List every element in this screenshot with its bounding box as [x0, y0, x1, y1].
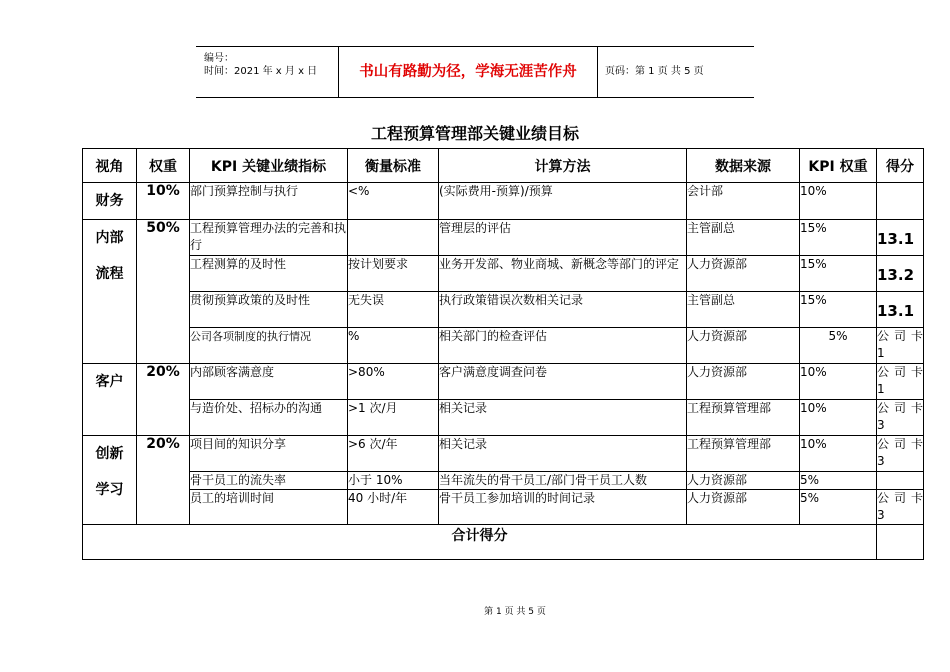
standard-cell: >1 次/月: [348, 400, 439, 436]
indicator-cell: 工程预算管理办法的完善和执行: [190, 220, 348, 256]
table-header-row: [83, 149, 924, 183]
method-cell: 管理层的评估: [439, 220, 687, 256]
kpi-weight-cell: 5%: [800, 328, 877, 364]
table-row: [83, 292, 924, 328]
score-cell: 公司卡 3: [877, 490, 924, 525]
table-row: [83, 472, 924, 490]
method-cell: 相关记录: [439, 436, 687, 472]
perspective-cell: 创新 学习: [83, 436, 137, 525]
source-cell: 主管副总: [687, 292, 800, 328]
header-kpi-weight: KPI 权重: [800, 149, 877, 183]
perspective-cell: 客户: [83, 364, 137, 436]
method-cell: 相关记录: [439, 400, 687, 436]
score-cell: [877, 472, 924, 490]
weight-cell: 10%: [137, 183, 190, 220]
score-cell: 公司卡 1: [877, 328, 924, 364]
perspective-cell: 内部 流程: [83, 220, 137, 364]
source-cell: 会计部: [687, 183, 800, 220]
source-cell: 工程预算管理部: [687, 436, 800, 472]
standard-cell: %: [348, 328, 439, 364]
source-cell: 人力资源部: [687, 256, 800, 292]
source-cell: 人力资源部: [687, 490, 800, 525]
kpi-weight-cell: 15%: [800, 292, 877, 328]
motto: 书山有路勤为径，学海无涯苦作舟: [338, 47, 598, 97]
table-row: [83, 256, 924, 292]
header-weight: 权重: [137, 149, 190, 183]
kpi-weight-cell: 10%: [800, 183, 877, 220]
standard-cell: [348, 220, 439, 256]
method-cell: 客户满意度调查问卷: [439, 364, 687, 400]
source-cell: 人力资源部: [687, 364, 800, 400]
method-cell: (实际费用-预算)/预算: [439, 183, 687, 220]
header-indicator: KPI 关键业绩指标: [190, 149, 348, 183]
kpi-weight-cell: 15%: [800, 220, 877, 256]
standard-cell: 40 小时/年: [348, 490, 439, 525]
standard-cell: >80%: [348, 364, 439, 400]
score-cell: 13.1: [877, 220, 924, 256]
total-label: 合计得分: [83, 525, 877, 560]
document-title: 工程预算管理部关键业绩目标: [370, 124, 579, 143]
kpi-weight-cell: 15%: [800, 256, 877, 292]
score-cell: [877, 183, 924, 220]
indicator-cell: 贯彻预算政策的及时性: [190, 292, 348, 328]
method-cell: 执行政策错误次数相关记录: [439, 292, 687, 328]
source-cell: 人力资源部: [687, 328, 800, 364]
total-row: [83, 525, 924, 560]
kpi-weight-cell: 5%: [800, 490, 877, 525]
weight-cell: 20%: [137, 436, 190, 525]
header-source: 数据来源: [687, 149, 800, 183]
page-label: 页码：第 1 页 共 5 页: [605, 66, 704, 77]
perspective-cell: 财务: [83, 183, 137, 220]
score-cell: 13.1: [877, 292, 924, 328]
score-cell: 公司卡 1: [877, 364, 924, 400]
indicator-cell: 骨干员工的流失率: [190, 472, 348, 490]
time-label: 时间：2021 年 x 月 x 日: [204, 66, 318, 77]
standard-cell: >6 次/年: [348, 436, 439, 472]
header-meta: [196, 47, 338, 97]
indicator-cell: 工程测算的及时性: [190, 256, 348, 292]
total-score-cell: [877, 525, 924, 560]
indicator-cell: 项目间的知识分享: [190, 436, 348, 472]
table-row: [83, 183, 924, 220]
indicator-cell: 与造价处、招标办的沟通: [190, 400, 348, 436]
score-cell: 公司卡 3: [877, 436, 924, 472]
kpi-weight-cell: 10%: [800, 400, 877, 436]
table-row: [83, 436, 924, 472]
method-cell: 当年流失的骨干员工/部门骨干员工人数: [439, 472, 687, 490]
kpi-weight-cell: 5%: [800, 472, 877, 490]
table-row: [83, 328, 924, 364]
source-cell: 主管副总: [687, 220, 800, 256]
header-method: 计算方法: [439, 149, 687, 183]
source-cell: 人力资源部: [687, 472, 800, 490]
header-perspective: 视角: [83, 149, 137, 183]
page-footer: 第 1 页 共 5 页: [484, 607, 546, 617]
score-cell: 公司卡 3: [877, 400, 924, 436]
weight-cell: 20%: [137, 364, 190, 436]
number-label: 编号：: [204, 53, 234, 64]
score-cell: 13.2: [877, 256, 924, 292]
method-cell: 业务开发部、物业商城、新概念等部门的评定: [439, 256, 687, 292]
method-cell: 骨干员工参加培训的时间记录: [439, 490, 687, 525]
document-header: [196, 46, 754, 98]
header-score: 得分: [877, 149, 924, 183]
standard-cell: 无失误: [348, 292, 439, 328]
kpi-weight-cell: 10%: [800, 364, 877, 400]
weight-cell: 50%: [137, 220, 190, 364]
indicator-cell: 内部顾客满意度: [190, 364, 348, 400]
header-standard: 衡量标准: [348, 149, 439, 183]
table-row: [83, 400, 924, 436]
source-cell: 工程预算管理部: [687, 400, 800, 436]
method-cell: 相关部门的检查评估: [439, 328, 687, 364]
table-row: [83, 220, 924, 256]
standard-cell: 按计划要求: [348, 256, 439, 292]
table-row: [83, 490, 924, 525]
kpi-weight-cell: 10%: [800, 436, 877, 472]
standard-cell: <%: [348, 183, 439, 220]
table-row: [83, 364, 924, 400]
standard-cell: 小于 10%: [348, 472, 439, 490]
indicator-cell: 部门预算控制与执行: [190, 183, 348, 220]
kpi-table: [82, 148, 924, 560]
indicator-cell: 员工的培训时间: [190, 490, 348, 525]
indicator-cell: 公司各项制度的执行情况: [190, 328, 348, 364]
